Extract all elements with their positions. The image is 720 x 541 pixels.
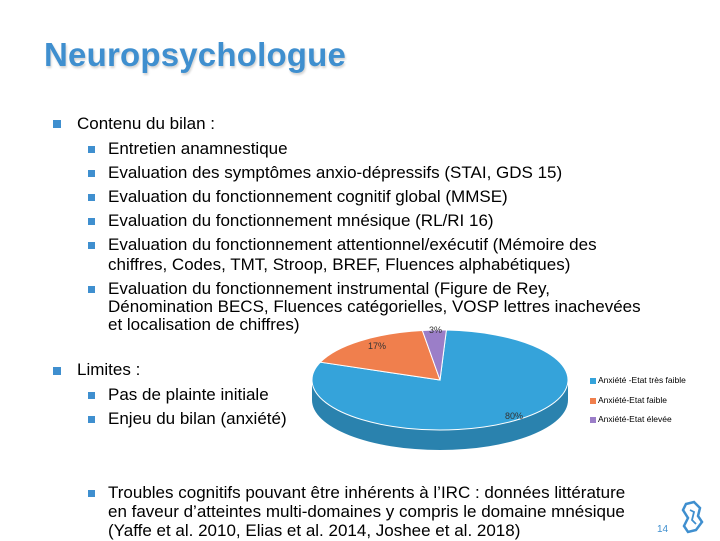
limites-item: Pas de plainte initiale bbox=[108, 385, 269, 404]
legend-item-2 bbox=[590, 395, 667, 405]
bilan-item-continued: chiffres, Codes, TMT, Stroop, BREF, Fluences alphabétiques) bbox=[108, 255, 571, 274]
logo-icon bbox=[680, 500, 706, 534]
bullet-marker bbox=[53, 367, 61, 375]
troubles-line: en faveur d’atteintes multi-domaines y compris le domaine mnésique bbox=[108, 502, 625, 521]
pie-data-label: 80% bbox=[505, 411, 524, 421]
limites-header: Limites : bbox=[77, 360, 141, 379]
bullet-marker bbox=[88, 286, 95, 293]
legend-item-1 bbox=[590, 375, 686, 385]
bilan-item: Evaluation du fonctionnement instrumental (Figure de Rey, bbox=[108, 279, 550, 298]
bilan-item: Evaluation des symptômes anxio-dépressifs (STAI, GDS 15) bbox=[108, 163, 563, 182]
bilan-item: Evaluation du fonctionnement mnésique (RL/RI 16) bbox=[108, 211, 494, 230]
bilan-item: Entretien anamnestique bbox=[108, 139, 288, 158]
slide-title: Neuropsychologue bbox=[44, 36, 347, 73]
legend-swatch bbox=[590, 378, 596, 384]
anxiety-pie-chart bbox=[300, 325, 600, 460]
bilan-item: Evaluation du fonctionnement attentionnel/exécutif (Mémoire des bbox=[108, 235, 597, 254]
legend-item-3 bbox=[590, 414, 672, 424]
bullet-marker bbox=[88, 392, 95, 399]
bilan-item: Evaluation du fonctionnement cognitif global (MMSE) bbox=[108, 187, 508, 206]
troubles-line: Troubles cognitifs pouvant être inhérents à l’IRC : données littérature bbox=[108, 483, 626, 502]
page-number: 14 bbox=[657, 524, 669, 535]
bullet-marker bbox=[88, 194, 95, 201]
legend-label: Anxiété -Etat très faible bbox=[598, 375, 686, 385]
bullet-marker bbox=[88, 218, 95, 225]
troubles-line: (Yaffe et al. 2010, Elias et al. 2014, Joshee et al. 2018) bbox=[108, 521, 521, 540]
bullet-marker bbox=[53, 120, 61, 128]
bullet-marker bbox=[88, 490, 95, 497]
bilan-header: Contenu du bilan : bbox=[77, 114, 215, 133]
legend-label: Anxiété-Etat élevée bbox=[598, 414, 672, 424]
legend-swatch bbox=[590, 417, 596, 423]
bullet-marker bbox=[88, 242, 95, 249]
bullet-marker bbox=[88, 416, 95, 423]
legend-swatch bbox=[590, 398, 596, 404]
bullet-marker bbox=[88, 146, 95, 153]
bilan-item-continued: et localisation de chiffres) bbox=[108, 315, 300, 334]
limites-item: Enjeu du bilan (anxiété) bbox=[108, 409, 287, 428]
bilan-item-continued: Dénomination BECS, Fluences catégorielles, VOSP lettres inachevées bbox=[108, 297, 641, 316]
legend-label: Anxiété-Etat faible bbox=[598, 395, 667, 405]
pie-data-label: 3% bbox=[429, 325, 443, 335]
bullet-marker bbox=[88, 170, 95, 177]
pie-data-label: 17% bbox=[368, 341, 387, 351]
